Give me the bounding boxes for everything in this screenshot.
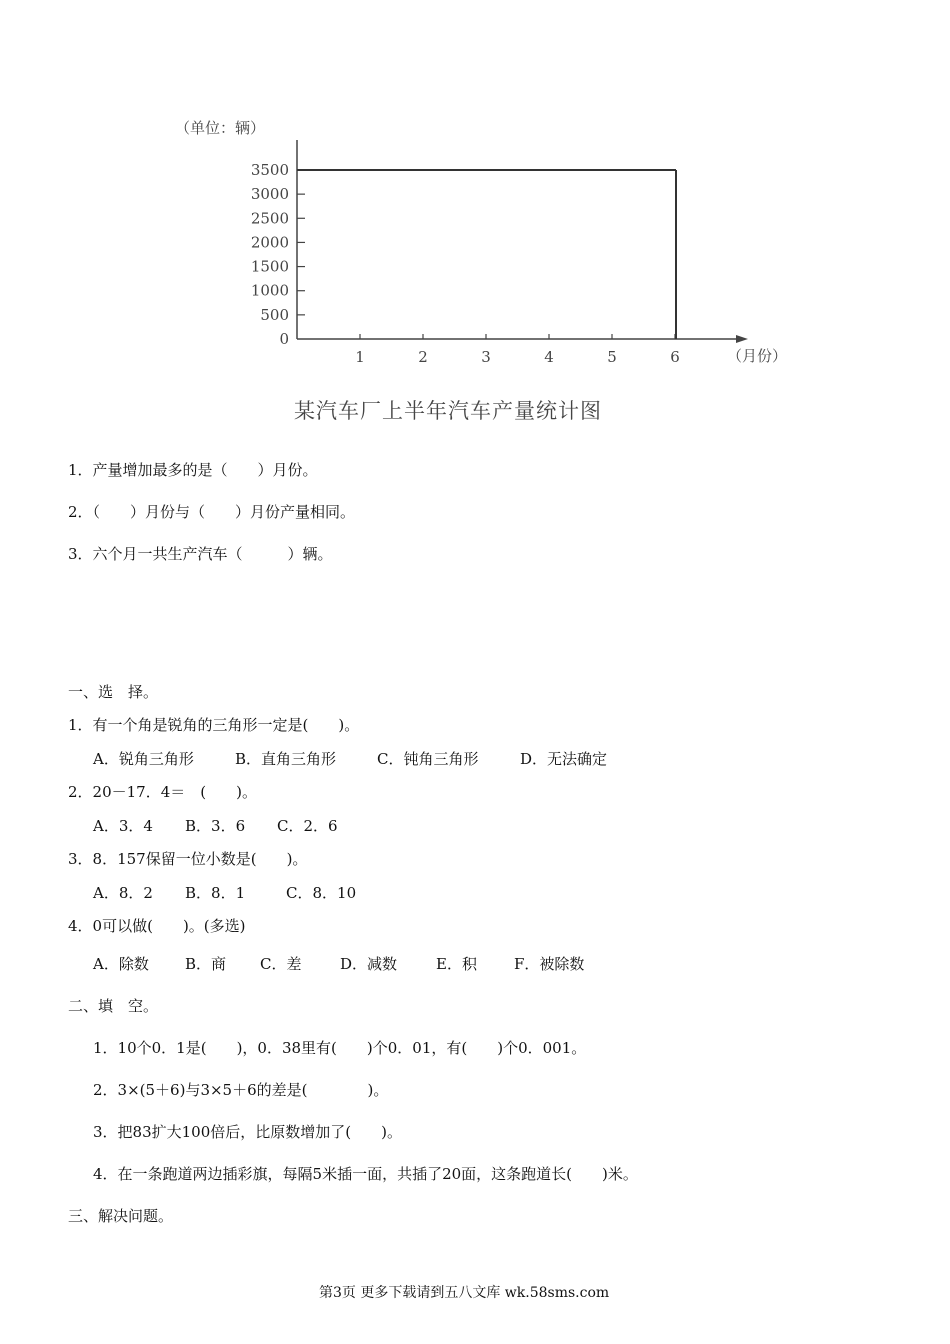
chart-question-1: 1．产量增加最多的是（ ）月份。 — [68, 461, 318, 479]
y-tick-label: 500 — [260, 305, 289, 324]
s2-question-1: 1．10个0．1是( )，0．38里有( )个0．01，有( )个0．001。 — [93, 1039, 587, 1057]
s1-question-3: 3．8．157保留一位小数是( )。 — [68, 850, 308, 868]
s2-question-4: 4．在一条跑道两边插彩旗，每隔5米插一面，共插了20面，这条跑道长( )米。 — [93, 1165, 638, 1183]
s1-q4-option-b: B．商 — [185, 955, 227, 973]
chart-question-2: 2．（ ）月份与（ ）月份产量相同。 — [68, 503, 356, 521]
s1-q2-option-c: C．2．6 — [277, 817, 338, 835]
chart-question-3: 3．六个月一共生产汽车（ ）辆。 — [68, 545, 333, 563]
page-footer: 第3页 更多下载请到五八文库 wk.58sms.com — [319, 1285, 610, 1301]
s1-q4-option-a: A．除数 — [93, 955, 149, 973]
s2-question-2: 2．3×(5＋6)与3×5＋6的差是( )。 — [93, 1081, 389, 1099]
y-tick-label: 2000 — [250, 233, 289, 252]
section3-heading: 三、解决问题。 — [68, 1207, 174, 1225]
s1-q4-option-e: E．积 — [436, 955, 477, 973]
y-tick-label: 3500 — [250, 161, 289, 179]
x-axis-label: （月份） — [727, 347, 788, 365]
x-tick-label: 4 — [544, 348, 554, 366]
s1-q2-option-a: A．3．4 — [93, 817, 153, 835]
y-tick-label: 1500 — [250, 257, 289, 276]
y-tick-label: 3000 — [250, 185, 289, 204]
s1-q3-option-b: B．8．1 — [185, 884, 246, 902]
s1-q3-option-a: A．8．2 — [93, 884, 153, 902]
y-tick-label: 2500 — [250, 209, 289, 228]
section1-heading: 一、选 择。 — [68, 683, 159, 701]
s1-q1-option-a: A．锐角三角形 — [93, 750, 194, 768]
y-tick-label: 1000 — [250, 281, 289, 300]
s1-q2-option-b: B．3．6 — [185, 817, 246, 835]
x-tick-label: 6 — [670, 348, 680, 366]
x-tick-label: 5 — [607, 348, 617, 366]
s1-q1-option-c: C．钝角三角形 — [377, 750, 479, 768]
x-tick-label: 1 — [355, 348, 365, 366]
chart-title: 某汽车厂上半年汽车产量统计图 — [294, 399, 602, 423]
s1-q1-option-b: B．直角三角形 — [235, 750, 337, 768]
s1-question-1: 1．有一个角是锐角的三角形一定是( )。 — [68, 716, 360, 734]
x-tick-label: 3 — [481, 348, 491, 366]
section2-heading: 二、填 空。 — [68, 997, 159, 1015]
x-tick-label: 2 — [418, 348, 428, 366]
chart-unit-label: （单位：辆） — [175, 119, 266, 137]
s1-q1-option-d: D．无法确定 — [520, 750, 608, 768]
production-chart — [0, 0, 950, 430]
s1-question-2: 2．20－17．4＝ ( )。 — [68, 783, 257, 801]
y-tick-label: 0 — [279, 330, 289, 348]
s1-q4-option-d: D．减数 — [340, 955, 398, 973]
s1-question-4: 4．0可以做( )。(多选) — [68, 917, 246, 935]
x-axis — [297, 334, 748, 366]
s2-question-3: 3．把83扩大100倍后，比原数增加了( )。 — [93, 1123, 402, 1141]
s1-q4-option-c: C．差 — [260, 955, 302, 973]
chart-frame — [297, 170, 676, 339]
y-axis — [251, 140, 305, 348]
x-axis-arrow — [736, 335, 748, 343]
s1-q4-option-f: F．被除数 — [514, 955, 585, 973]
s1-q3-option-c: C．8．10 — [286, 884, 357, 902]
